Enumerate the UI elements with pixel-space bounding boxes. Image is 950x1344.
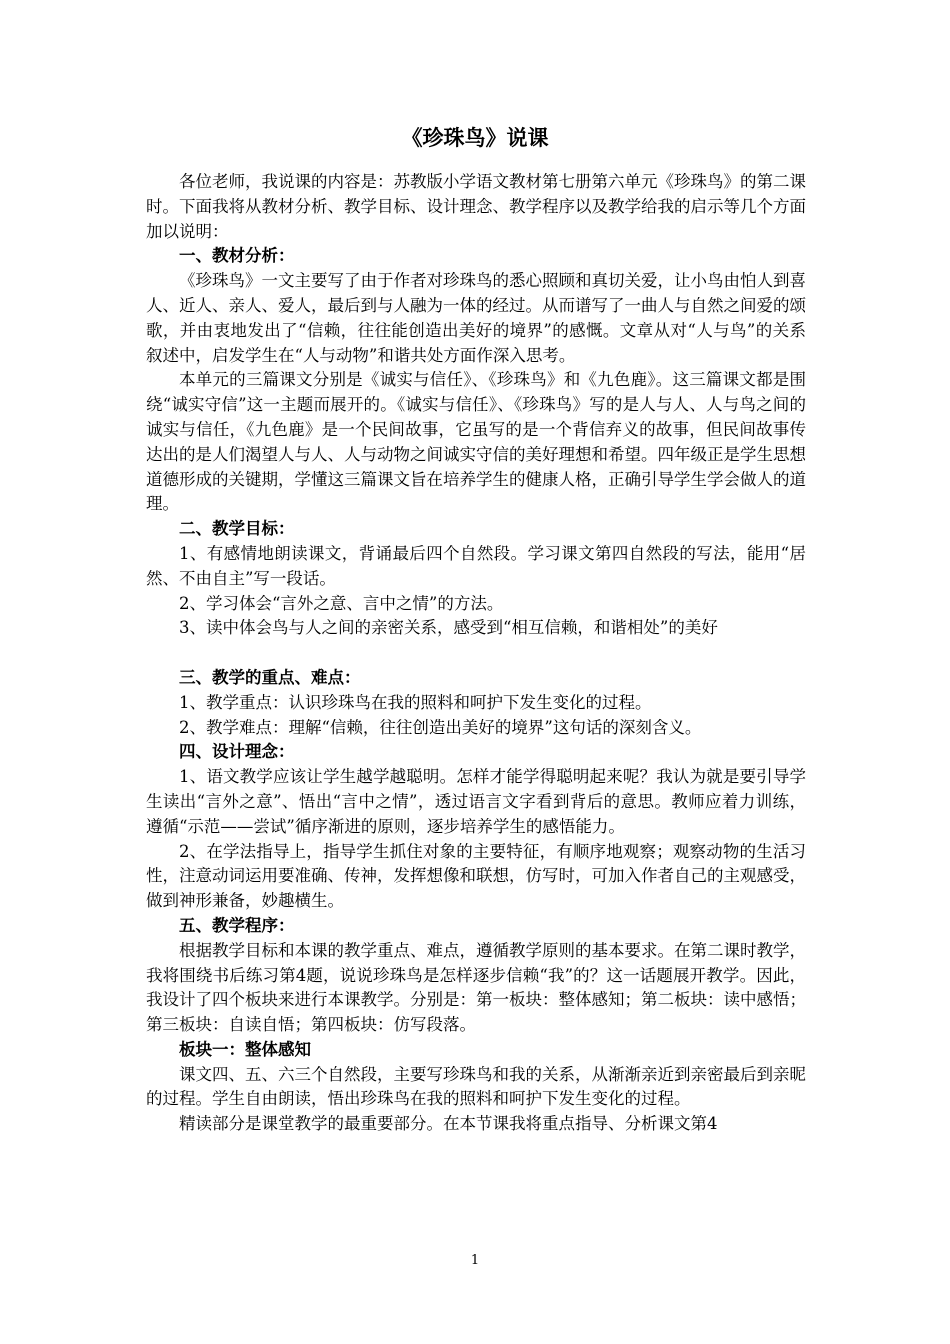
sub-heading-module-one: 板块一：整体感知 [179, 1039, 311, 1059]
page-title: 《珍珠鸟》说课 [401, 125, 549, 150]
intro-paragraph: 各位老师，我说课的内容是：苏教版小学语文教材第七册第六单元《珍珠鸟》的第二课时。下面我将从教材分析、教学目标、设计理念、教学程序以及教学给我的启示等几个方面加以说明： [146, 172, 806, 241]
list-item: 2、学习体会“言外之意、言中之情”的方法。 [179, 593, 504, 613]
page-number: 1 [470, 1253, 480, 1268]
document-body [146, 170, 806, 1137]
paragraph: 精读部分是课堂教学的最重要部分。在本节课我将重点指导、分析课文第4 [179, 1114, 718, 1134]
list-item: 3、读中体会鸟与人之间的亲密关系，感受到“相互信赖，和谐相处”的美好 [179, 618, 718, 638]
list-item: 1、有感情地朗读课文，背诵最后四个自然段。学习课文第四自然段的写法，能用“居然、不由自主”写一段话。 [146, 543, 806, 588]
section-heading-design-concept: 四、设计理念： [179, 742, 295, 762]
section-heading-textbook-analysis: 一、教材分析： [179, 246, 295, 266]
paragraph: 课文四、五、六三个自然段，主要写珍珠鸟和我的关系，从渐渐亲近到亲密最后到亲昵的过程。学生自由朗读，悟出珍珠鸟在我的照料和呵护下发生变化的过程。 [146, 1064, 806, 1109]
list-item: 1、教学重点：认识珍珠鸟在我的照料和呵护下发生变化的过程。 [179, 692, 652, 712]
paragraph: 根据教学目标和本课的教学重点、难点，遵循教学原则的基本要求。在第二课时教学，我将围绕书后练习第4题，说说珍珠鸟是怎样逐步信赖“我”的？这一话题展开教学。因此，我设计了四个板块来进行本课教学。分别是：第一板块：整体感知；第二板块：读中感悟；第三板块：自读自悟；第四板块：仿写段落。 [146, 940, 806, 1035]
blank-line [146, 641, 806, 666]
section-heading-teaching-goals: 二、教学目标： [179, 519, 295, 539]
list-item: 1、语文教学应该让学生越学越聪明。怎样才能学得聪明起来呢？我认为就是要引导学生读出“言外之意”、悟出“言中之情”，透过语言文字看到背后的意思。教师应着力训练，遵循“示范——尝试”循序渐进的原则，逐步培养学生的感悟能力。 [146, 767, 806, 836]
list-item: 2、教学难点：理解“信赖，往往创造出美好的境界”这句话的深刻含义。 [179, 717, 702, 737]
list-item: 2、在学法指导上，指导学生抓住对象的主要特征，有顺序地观察；观察动物的生活习性，注意动词运用要准确、传神，发挥想像和联想，仿写时，可加入作者自己的主观感受，做到神形兼备，妙趣横生。 [146, 841, 806, 911]
section-heading-teaching-procedure: 五、教学程序： [179, 915, 295, 935]
paragraph: 本单元的三篇课文分别是《诚实与信任》、《珍珠鸟》和《九色鹿》。这三篇课文都是围绕“诚实守信”这一主题而展开的。《诚实与信任》、《珍珠鸟》写的是人与人、人与鸟之间的诚实与信任，《九色鹿》是一个民间故事，它虽写的是一个背信弃义的故事，但民间故事传达出的是人们渴望人与人、人与动物之间诚实守信的美好理想和希望。四年级正是学生思想道德形成的关键期，学懂这三篇课文旨在培养学生的健康人格，正确引导学生学会做人的道理。 [146, 370, 806, 514]
paragraph: 《珍珠鸟》一文主要写了由于作者对珍珠鸟的悉心照顾和真切关爱，让小鸟由怕人到喜人、近人、亲人、爱人，最后到与人融为一体的经过。从而谱写了一曲人与自然之间爱的颂歌，并由衷地发出了“信赖，往往能创造出美好的境界”的感慨。文章从对“人与鸟”的关系叙述中，启发学生在“人与动物”和谐共处方面作深入思考。 [146, 271, 806, 365]
section-heading-key-points: 三、教学的重点、难点： [179, 667, 361, 687]
